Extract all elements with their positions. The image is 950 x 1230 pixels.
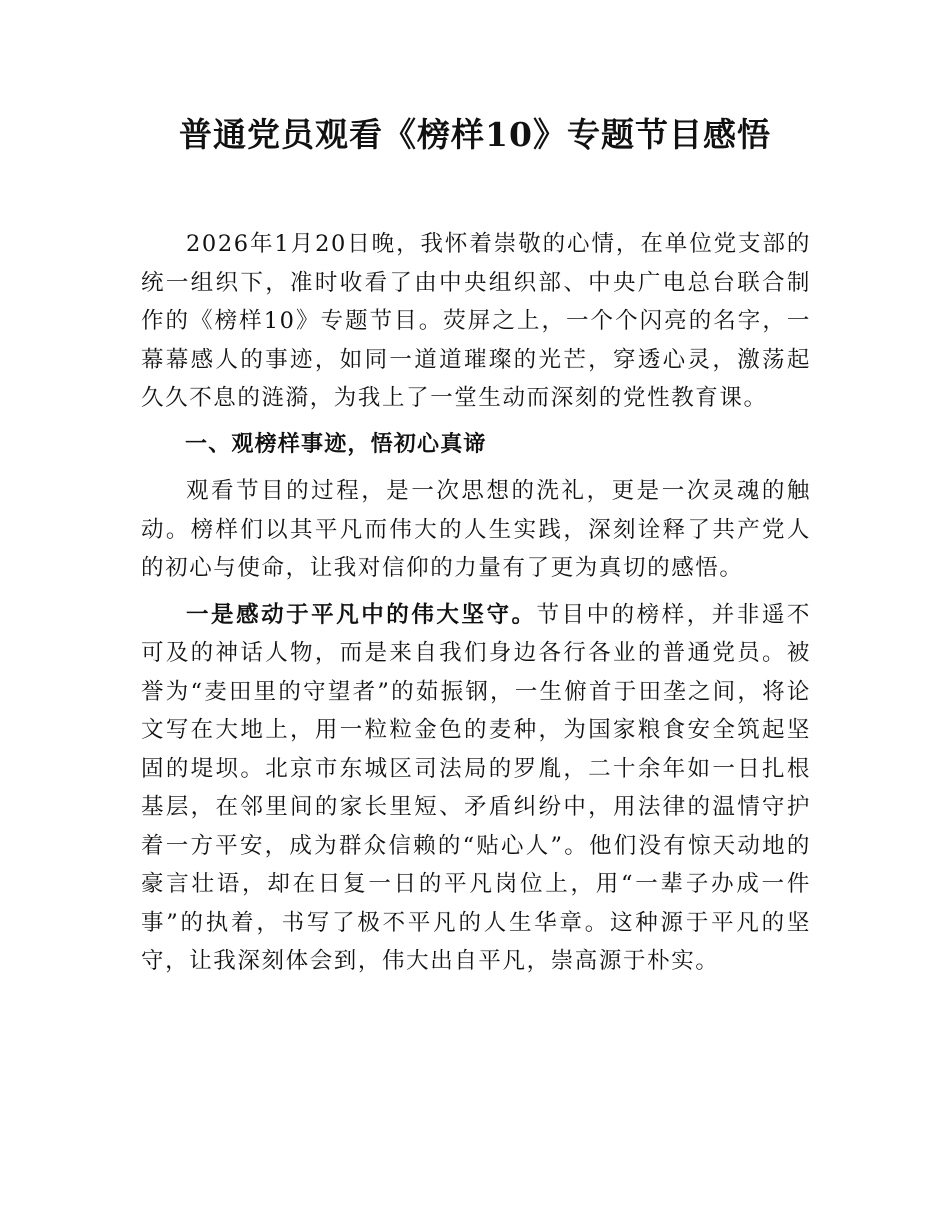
section-paragraph: 观看节目的过程，是一次思想的洗礼，更是一次灵魂的触动。榜样们以其平凡而伟大的人生实践，深刻诠释了共产党人的初心与使命，让我对信仰的力量有了更为真切的感悟。 — [141, 478, 811, 581]
section-heading: 一、观榜样事迹，悟初心真谛 — [185, 431, 487, 457]
document-body — [141, 225, 811, 981]
point-text: 节目中的榜样，并非遥不可及的神话人物，而是来自我们身边各行各业的普通党员。被誉为“麦田里的守望者”的茹振钢，一生俯首于田垄之间，将论文写在大地上，用一粒粒金色的麦种，为国家粮食安全筑起坚固的堤坝。北京市东城区司法局的罗胤，二十余年如一日扎根基层，在邻里间的家长里短、矛盾纠纷中，用法律的温情守护着一方平安，成为群众信赖的“贴心人”。他们没有惊天动地的豪言壮语，却在日复一日的平凡岗位上，用“一辈子办成一件事”的执着，书写了极不平凡的人生华章。这种源于平凡的坚守，让我深刻体会到，伟大出自平凡，崇高源于朴实。 — [141, 601, 812, 974]
document-title: 普通党员观看《榜样10》专题节目感悟 — [179, 115, 771, 154]
point-paragraph — [141, 596, 811, 981]
point-lead: 一是感动于平凡中的伟大坚守。 — [186, 601, 537, 628]
intro-paragraph: 2026年1月20日晚，我怀着崇敬的心情，在单位党支部的统一组织下，准时收看了由中央组织部、中央广电总台联合制作的《榜样10》专题节目。荧屏之上，一个个闪亮的名字，一幕幕感人的事迹，如同一道道璀璨的光芒，穿透心灵，激荡起久久不息的涟漪，为我上了一堂生动而深刻的党性教育课。 — [141, 231, 811, 411]
